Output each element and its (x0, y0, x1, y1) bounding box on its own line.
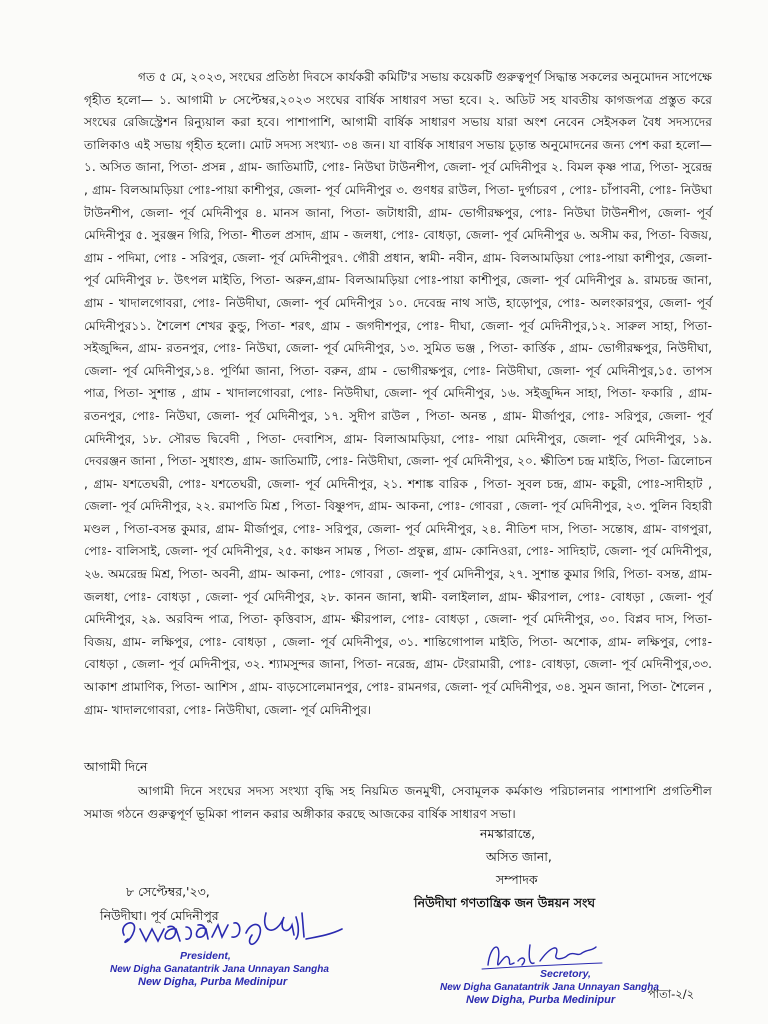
subheading: আগামী দিনে (84, 759, 148, 774)
president-stamp-org: New Digha Ganatantrik Jana Unnayan Sangha (110, 964, 329, 975)
closing-paragraph-container (84, 780, 712, 825)
intro-paragraph: গত ৫ মে, ২০২৩, সংঘের প্রতিষ্ঠা দিবসে কার্যকরী কমিটি'র সভায় কয়েকটি গুরুত্বপূর্ণ সিদ্ধান্ত সকলের অনুমোদন সাপেক্ষে গৃহীত হলো— ১. আগামী ৮ সেপ্টেম্বর,২০২৩ সংঘের বার্ষিক সাধারণ সভা হবে। ২. অডিট সহ যাবতীয় কাগজপত্র প্রস্তুত করে সংঘের রেজিস্ট্রেশন রিন্যুয়াল করা হবে। পাশাপাশি, আগামী বার্ষিক সাধারণ সভায় যারা অংশ নেবেন সেইসকল বৈধ সদস্যদের তালিকাও এই সভায় গৃহীত হলো। মোট সদস্য সংখ্যা- ৩৪ জন। যা বার্ষিক সাধারণ সভায় চূড়ান্ত অনুমোদনের জন্য পেশ করা হলো— (84, 70, 712, 152)
document-place: নিউদীঘা। পূর্ব মেদিনীপুর (100, 908, 219, 923)
secretary-stamp-city: New Digha, Purba Medinipur (466, 994, 616, 1006)
president-signature (116, 905, 346, 953)
secretary-stamp-org: New Digha Ganatantrik Jana Unnayan Sangha (440, 982, 659, 993)
secretary-stamp (440, 968, 680, 1007)
document-date: ৮ সেপ্টেম্বর,'২৩, (126, 884, 210, 899)
signatory-block (414, 822, 714, 914)
greeting: নমস্কারান্তে, (480, 826, 536, 841)
page-number: পাতা-২/২ (648, 987, 695, 1001)
president-stamp-city: New Digha, Purba Medinipur (138, 976, 288, 988)
signatory-role: সম্পাদক (496, 872, 538, 887)
president-stamp-role: President, (180, 950, 231, 962)
closing-paragraph: আগামী দিনে সংঘের সদস্য সংখ্যা বৃদ্ধি সহ নিয়মিত জনমুখী, সেবামূলক কর্মকাণ্ড পরিচালনার পাশাপাশি প্রগতিশীল সমাজ গঠনে গুরুত্বপূর্ণ ভূমিকা পালন করার অঙ্গীকার করছে আজকের বার্ষিক সাধারণ সভা। (84, 784, 712, 821)
president-stamp (110, 950, 360, 989)
document-body (84, 66, 712, 721)
member-list: ১. অসিত জানা, পিতা- প্রসন্ন , গ্রাম- জাতিমাটি, পোঃ- নিউঘা টাউনশীপ, জেলা- পূর্ব মেদিনীপুর ২. বিমল কৃষ্ণ পাত্র, পিতা- সুরেন্দ্র , গ্রাম- বিলআমড়িয়া পোঃ-পায়া কাশীপুর, জেলা- পূর্ব মেদিনীপুর ৩. গুণধর রাউল, পিতা- দুর্গাচরণ , পোঃ- চাঁপাবনী, পোঃ- নিউঘা টাউনশীপ, জেলা- পূর্ব মেদিনীপুর ৪. মানস জানা, পিতা- জটাধারী, গ্রাম- ভোগীরক্ষপুর, পোঃ- নিউঘা টাউনশীপ, জেলা- পূর্ব মেদিনীপুর ৫. সুরঞ্জন গিরি, পিতা- শীতল প্রসাদ, গ্রাম - জলধা, পোঃ- বোধড়া, জেলা- পূর্ব মেদিনীপুর ৬. অসীম কর, পিতা- বিজয়, গ্রাম - পদিমা, পোঃ - সরিপুর, জেলা- পূর্ব মেদিনীপুর৭. গৌরী প্রধান, স্বামী- নবীন, গ্রাম- বিলআমড়িয়া পোঃ-পায়া কাশীপুর, জেলা- পূর্ব মেদিনীপুর ৮. উৎপল মাইতি, পিতা- অরুন,গ্রাম- বিলআমড়িয়া পোঃ-পায়া কাশীপুর, জেলা- পূর্ব মেদিনীপুর ৯. রামচন্দ্র জানা, গ্রাম - খাদালগোবরা, পোঃ- নিউদীঘা, জেলা- পূর্ব মেদিনীপুর ১০. দেবেন্দ্র নাথ সাউ, হাড়োপুর, পোঃ- অলংকারপুর, জেলা- পূর্ব মেদিনীপুর১১. শৈলেশ শেখর কুন্ডু, পিতা- শরৎ, গ্রাম - জগদীশপুর, পোঃ- দীঘা, জেলা- পূর্ব মেদিনীপুর,১২. সারুল সাহা, পিতা- সইজুদ্দিন, গ্রাম- রতনপুর, পোঃ- নিউঘা, জেলা- পূর্ব মেদিনীপুর, ১৩. সুমিত ভঞ্জ , পিতা- কার্ত্তিক , গ্রাম- ভোগীরক্ষপুর, নিউদীঘা, জেলা- পূর্ব মেদিনীপুর,১৪. পূর্ণিমা জানা, পিতা- বরুন, গ্রাম - ভোগীরক্ষপুর, পোঃ- নিউদীঘা, জেলা- পূর্ব মেদিনীপুর,১৫. তাপস পাত্র, পিতা- সুশান্ত , গ্রাম - খাদালগোবরা, পোঃ- নিউদীঘা, জেলা- পূর্ব মেদিনীপুর, ১৬. সইজুদ্দিন সাহা, পিতা- ফকারি , গ্রাম- রতনপুর, পোঃ- নিউঘা, জেলা- পূর্ব মেদিনীপুর, ১৭. সুদীপ রাউল , পিতা- অনন্ত , গ্রাম- মীর্জাপুর, পোঃ- সরিপুর, জেলা- পূর্ব মেদিনীপুর, ১৮. সৌরভ দ্বিবেদী , পিতা- দেবাশিস, গ্রাম- বিলাআমড়িয়া, পোঃ- পায়া মেদিনীপুর, জেলা- পূর্ব মেদিনীপুর, ১৯. দেবরঞ্জন জানা , পিতা- সুধাংশু, গ্রাম- জাতিমাটি, পোঃ- নিউদীঘা, জেলা- পূর্ব মেদিনীপুর, ২০. ক্ষীতিশ চন্দ্র মাইতি, পিতা- ত্রিলোচন , গ্রাম- যশতেঘরী, পোঃ- যশতেঘরী, জেলা- পূর্ব মেদিনীপুর, ২১. শশাঙ্ক বারিক , পিতা- সুবল চন্দ্র, গ্রাম- কচুরী, পোঃ-সাদীহাট , জেলা- পূর্ব মেদিনীপুর, ২২. রমাপতি মিশ্র , পিতা- বিষ্ণুপদ, গ্রাম- আকনা, পোঃ- গোবরা , জেলা- পূর্ব মেদিনীপুর, ২৩. পুলিন বিহারী মণ্ডল , পিতা-বসন্ত কুমার, গ্রাম- মীর্জাপুর, পোঃ- সরিপুর, জেলা- পূর্ব মেদিনীপুর, ২৪. নীতিশ দাস, পিতা- সন্তোষ, গ্রাম- বাগপুরা, পোঃ- বালিসাই, জেলা- পূর্ব মেদিনীপুর, ২৫. কাঞ্চন সামন্ত , পিতা- প্রফুল্ল, গ্রাম- কোনিওরা, পোঃ- সাদিহাট, জেলা- পূর্ব মেদিনীপুর, ২৬. অমরেন্দ্র মিশ্র, পিতা- অবনী, গ্রাম- আকনা, পোঃ- গোবরা , জেলা- পূর্ব মেদিনীপুর, ২৭. সুশান্ত কুমার গিরি, পিতা- বসন্ত, গ্রাম- জলধা, পোঃ- বোধড়া , জেলা- পূর্ব মেদিনীপুর, ২৮. কানন জানা, স্বামী- বলাইলাল, গ্রাম- ক্ষীরপাল, পোঃ- বোধড়া , জেলা- পূর্ব মেদিনীপুর, ২৯. অরবিন্দ পাত্র, পিতা- কৃত্তিবাস, গ্রাম- ক্ষীরপাল, পোঃ- বোধড়া , জেলা- পূর্ব মেদিনীপুর, ৩০. বিপ্লব দাস, পিতা- বিজয়, গ্রাম- লক্ষিপুর, পোঃ- বোধড়া , জেলা- পূর্ব মেদিনীপুর, ৩১. শান্তিগোপাল মাইতি, পিতা- অশোক, গ্রাম- লক্ষিপুর, পোঃ- বোধড়া , জেলা- পূর্ব মেদিনীপুর, ৩২. শ্যামসুন্দর জানা, পিতা- নরেন্দ্র, গ্রাম- টেংরামারী, পোঃ- বোধড়া, জেলা- পূর্ব মেদিনীপুর,৩৩. আকাশ প্রামাণিক, পিতা- আশিস , গ্রাম- বাড়সোলেমানপুর, পোঃ- রামনগর, জেলা- পূর্ব মেদিনীপুর, ৩৪. সুমন জানা, পিতা- শৈলেন , গ্রাম- খাদালগোবরা, পোঃ- নিউদীঘা, জেলা- পূর্ব মেদিনীপুর। (84, 160, 713, 717)
organization-name: নিউদীঘা গণতান্ত্রিক জন উন্নয়ন সংঘ (414, 895, 596, 910)
signatory-name: অসিত জানা, (486, 849, 552, 864)
secretary-stamp-role: Secretory, (540, 968, 591, 980)
